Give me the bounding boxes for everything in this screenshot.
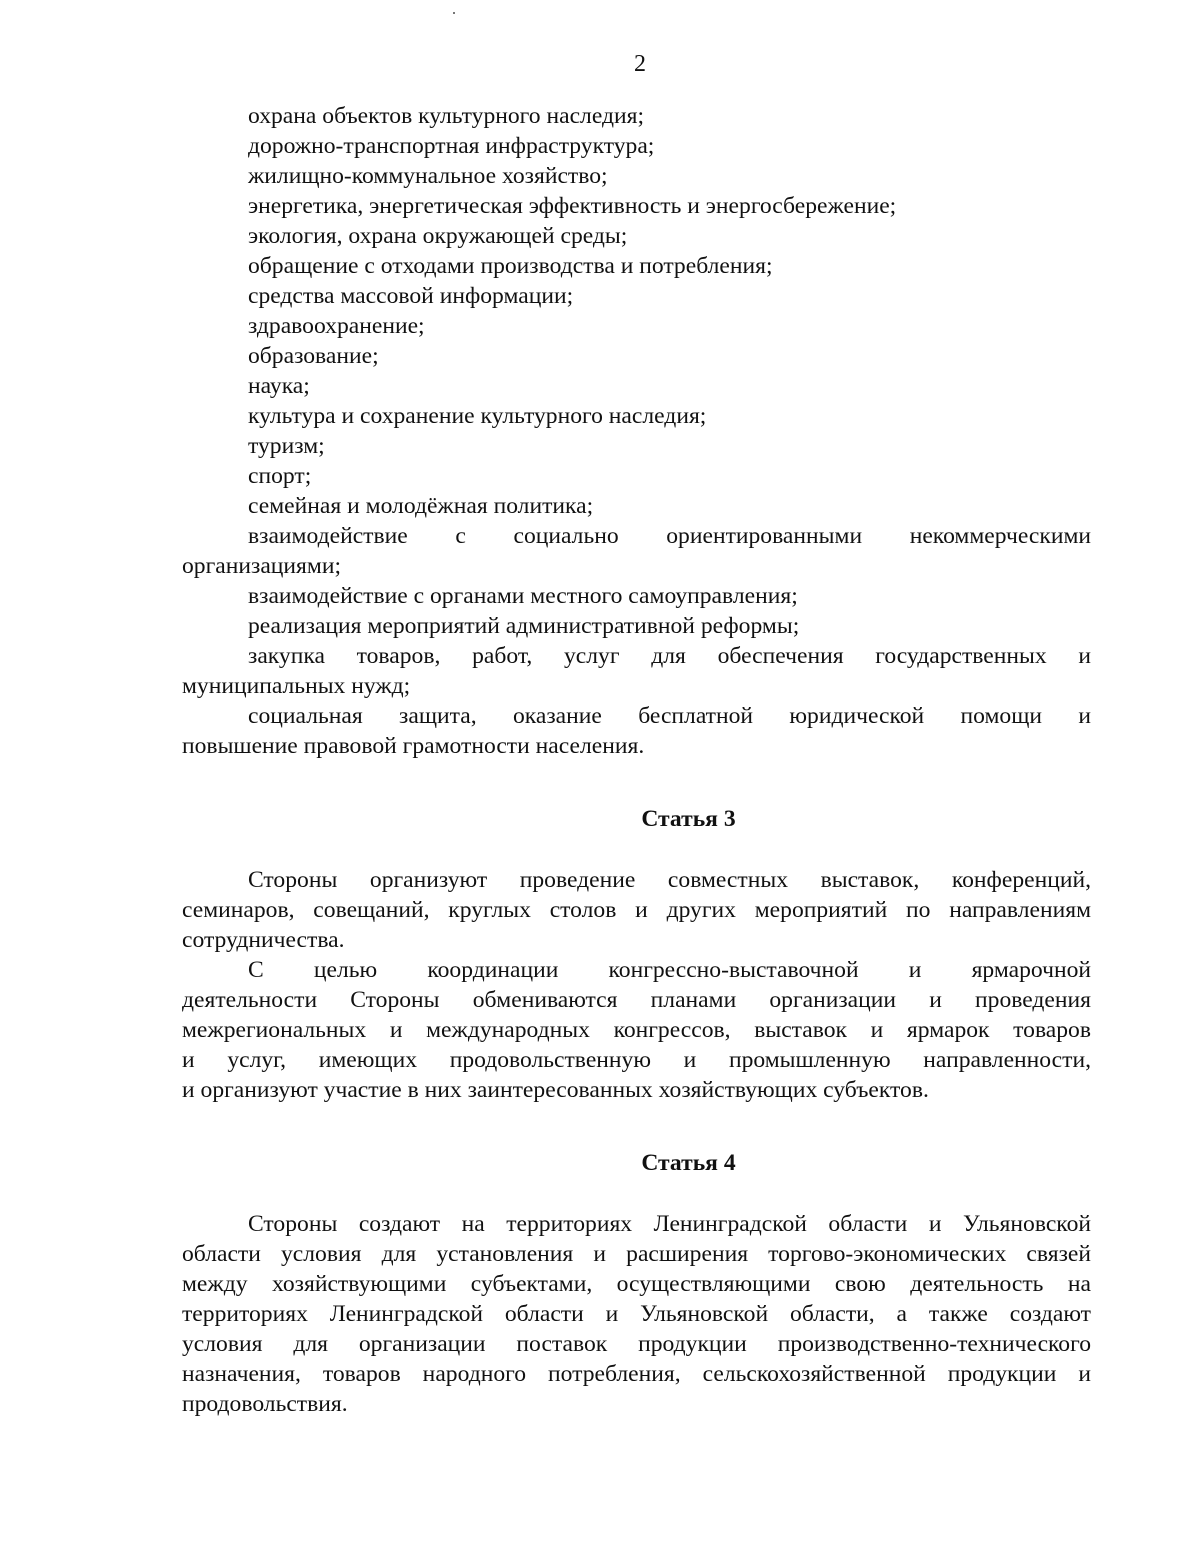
paragraph-line: межрегиональных и международных конгрессов, выставок и ярмарок товаров [182, 1017, 1091, 1043]
list-item-line: организациями; [182, 553, 342, 579]
cooperation-list [182, 101, 1091, 761]
article-4-paragraph-1 [182, 1209, 1091, 1419]
paragraph-line: и услуг, имеющих продовольственную и промышленную направленности, [182, 1047, 1091, 1073]
paragraph-line: и организуют участие в них заинтересованных хозяйствующих субъектов. [182, 1077, 929, 1103]
list-item: энергетика, энергетическая эффективность и энергосбережение; [248, 193, 897, 219]
paragraph-line: территориях Ленинградской области и Ульяновской области, а также создают [182, 1301, 1091, 1327]
paragraph-line: деятельности Стороны обмениваются планами организации и проведения [182, 987, 1091, 1013]
article-3-paragraph-1 [182, 865, 1091, 955]
paragraph-line: семинаров, совещаний, круглых столов и других мероприятий по направлениям [182, 897, 1091, 923]
list-item-line: закупка товаров, работ, услуг для обеспечения государственных и [248, 643, 1091, 669]
article-3-paragraph-2 [182, 955, 1091, 1105]
list-item: образование; [248, 343, 379, 369]
list-item: дорожно-транспортная инфраструктура; [248, 133, 655, 159]
list-item-line: муниципальных нужд; [182, 673, 411, 699]
list-item: реализация мероприятий административной реформы; [248, 613, 800, 639]
list-item: жилищно-коммунальное хозяйство; [248, 163, 608, 189]
paragraph-line: Стороны создают на территориях Ленинградской области и Ульяновской [248, 1211, 1091, 1237]
paragraph-line: сотрудничества. [182, 927, 345, 953]
paragraph-line: условия для организации поставок продукции производственно-технического [182, 1331, 1091, 1357]
list-item: здравоохранение; [248, 313, 425, 339]
list-item: охрана объектов культурного наследия; [248, 103, 645, 129]
paragraph-line: Стороны организуют проведение совместных выставок, конференций, [248, 867, 1091, 893]
paragraph-line: назначения, товаров народного потребления, сельскохозяйственной продукции и [182, 1361, 1091, 1387]
article-3-heading: Статья 3 [641, 806, 736, 832]
list-item: экология, охрана окружающей среды; [248, 223, 628, 249]
paragraph-line: С целью координации конгрессно-выставочной и ярмарочной [248, 957, 1091, 983]
list-item: туризм; [248, 433, 325, 459]
page-number: 2 [634, 51, 646, 77]
paragraph-line: между хозяйствующими субъектами, осуществляющими свою деятельность на [182, 1271, 1091, 1297]
list-item: взаимодействие с органами местного самоуправления; [248, 583, 798, 609]
list-item: культура и сохранение культурного наследия; [248, 403, 707, 429]
list-item-line: повышение правовой грамотности населения. [182, 733, 645, 759]
document-body [182, 101, 1091, 1419]
list-item: обращение с отходами производства и потребления; [248, 253, 773, 279]
paragraph-line: области условия для установления и расширения торгово-экономических связей [182, 1241, 1091, 1267]
list-item: средства массовой информации; [248, 283, 574, 309]
list-item: спорт; [248, 463, 312, 489]
scan-speck [453, 12, 455, 14]
list-item: семейная и молодёжная политика; [248, 493, 594, 519]
list-item-line: взаимодействие с социально ориентированными некоммерческими [248, 523, 1091, 549]
article-4-heading: Статья 4 [641, 1150, 736, 1176]
list-item [182, 641, 1091, 701]
paragraph-line: продовольствия. [182, 1391, 348, 1417]
list-item [182, 701, 1091, 761]
list-item-line: социальная защита, оказание бесплатной юридической помощи и [248, 703, 1091, 729]
list-item: наука; [248, 373, 310, 399]
list-item [182, 521, 1091, 581]
